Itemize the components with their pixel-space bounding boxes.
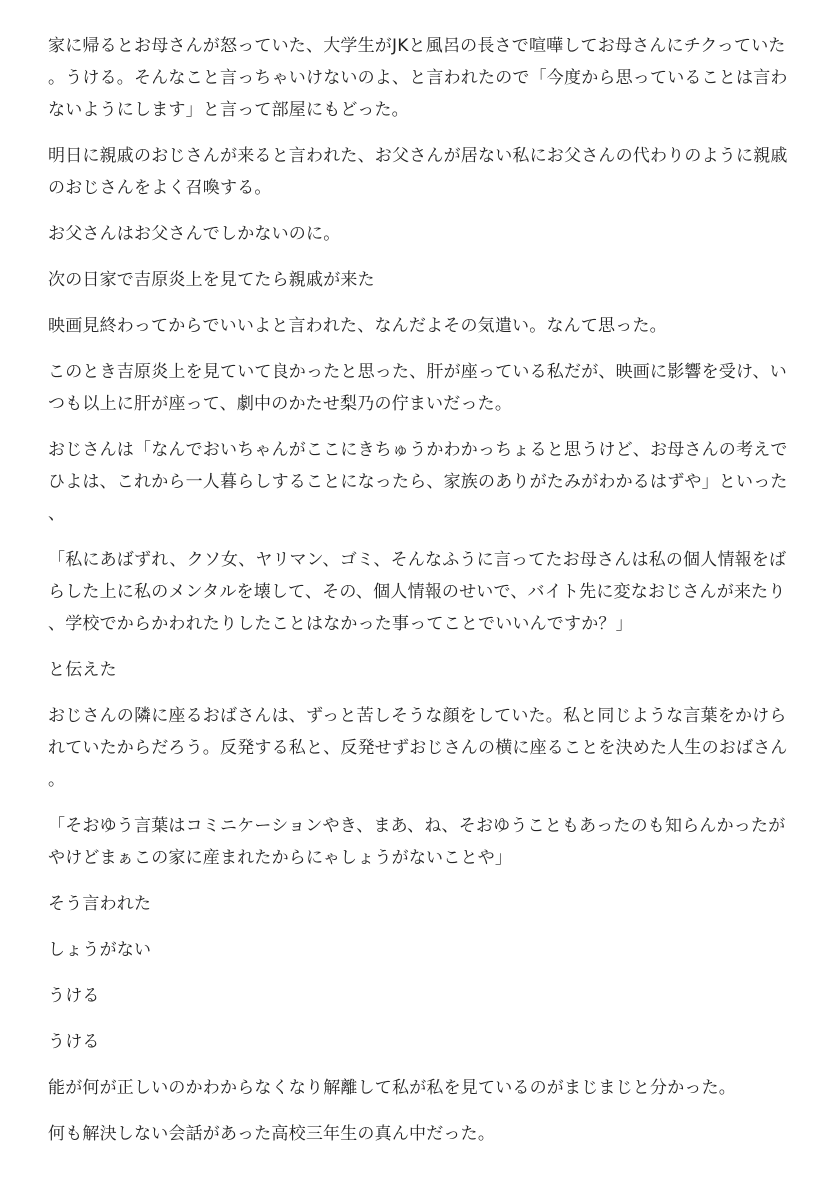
paragraph: おじさんの隣に座るおばさんは、ずっと苦しそうな顔をしていた。私と同じような言葉をかけられていたからだろう。反発する私と、反発せずおじさんの横に座ることを決めた人生のおばさん。 [48, 706, 788, 790]
paragraph: 能が何が正しいのかわからなくなり解離して私が私を見ているのがまじまじと分かった。 [48, 1078, 736, 1098]
paragraph: うける [48, 986, 100, 1006]
paragraph: 次の日家で吉原炎上を見てたら親戚が来た [48, 270, 375, 290]
paragraph: 明日に親戚のおじさんが来ると言われた、お父さんが居ない私にお父さんの代わりのように親戚のおじさんをよく召喚する。 [48, 146, 788, 198]
paragraph: 「そおゆう言葉はコミニケーションやき、まあ、ね、そおゆうこともあったのも知らんかったがやけどまぁこの家に産まれたからにゃしょうがないことや」 [48, 816, 786, 868]
paragraph: うける [48, 1032, 100, 1052]
article-body [48, 30, 793, 1164]
paragraph: 何も解決しない会話があった高校三年生の真ん中だった。 [48, 1124, 496, 1144]
paragraph: お父さんはお父さんでしかないのに。 [48, 224, 341, 244]
paragraph: このとき吉原炎上を見ていて良かったと思った、肝が座っている私だが、映画に影響を受け、いつも以上に肝が座って、劇中のかたせ梨乃の佇まいだった。 [48, 362, 787, 414]
paragraph: 家に帰るとお母さんが怒っていた、大学生がJKと風呂の長さで喧嘩してお母さんにチクっていた。うける。そんなこと言っちゃいけないのよ、と言われたので「今度から思っていることは言わないようにします」と言って部屋にもどった。 [48, 36, 788, 120]
paragraph: 「私にあばずれ、クソ女、ヤリマン、ゴミ、そんなふうに言ってたお母さんは私の個人情報をばらした上に私のメンタルを壊して、その、個人情報のせいで、バイト先に変なおじさんが来たり、学校でからかわれたりしたことはなかった事ってことでいいんですか？」 [48, 550, 787, 634]
paragraph: 映画見終わってからでいいよと言われた、なんだよその気遣い。なんて思った。 [48, 316, 667, 336]
paragraph: と伝えた [48, 660, 117, 680]
paragraph: しょうがない [48, 940, 152, 960]
paragraph: そう言われた [48, 894, 152, 914]
paragraph: おじさんは「なんでおいちゃんがここにきちゅうかわかっちょると思うけど、お母さんの考えでひよは、これから一人暮らしすることになったら、家族のありがたみがわかるはずや」といった、 [48, 440, 788, 524]
